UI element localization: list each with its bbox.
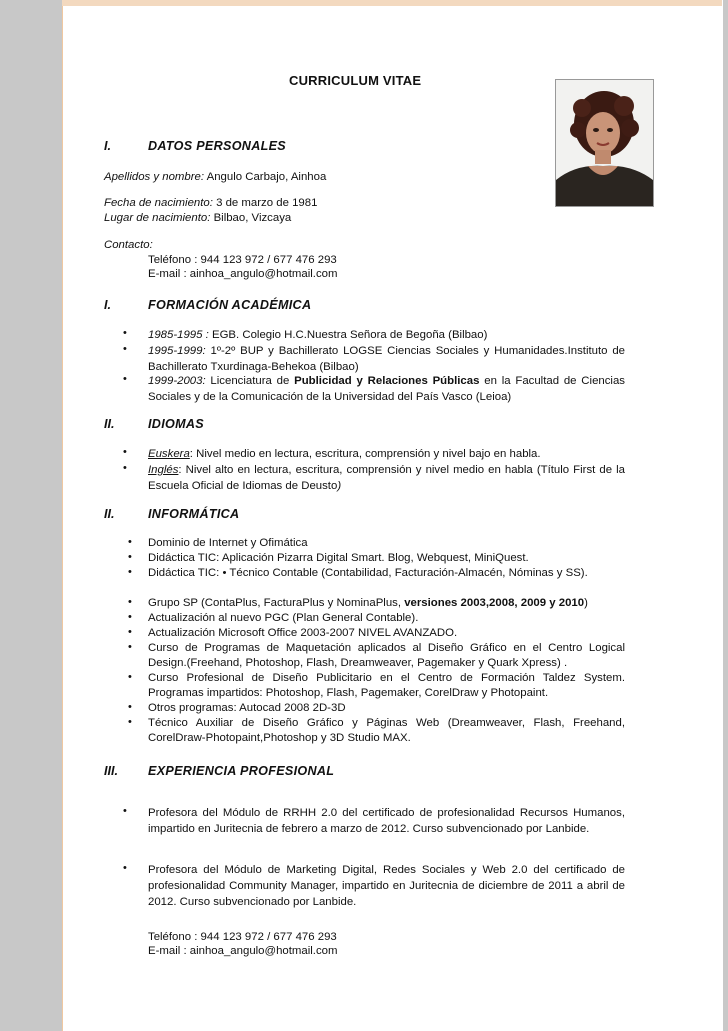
bullet-icon: •: [128, 536, 132, 548]
it-item-tail: ): [584, 597, 588, 609]
contact-label: Contacto:: [104, 239, 153, 251]
contact-phone: Teléfono : 944 123 972 / 677 476 293: [148, 254, 337, 266]
language-name: Euskera: [148, 448, 190, 460]
it-item-versions: versiones 2003,2008, 2009 y 2010: [404, 597, 585, 609]
it-item: Actualización al nuevo PGC (Plan General Contable).: [148, 612, 419, 624]
bullet-icon: •: [128, 716, 132, 728]
bullet-icon: •: [128, 671, 132, 683]
language-item: [148, 462, 625, 494]
bullet-icon: •: [123, 327, 127, 339]
experience-item: Profesora del Módulo de RRHH 2.0 del certificado de profesionalidad Recursos Humanos, impartido en Juritecnia de febrero a marzo de 2012. Curso subvencionado por Lanbide.: [148, 807, 625, 835]
name-label: Apellidos y nombre:: [104, 171, 205, 183]
it-item: Dominio de Internet y Ofimática: [148, 537, 308, 549]
language-text: : Nivel alto en lectura, escritura, comprensión y nivel medio en habla (Título First de la Escuela Oficial de Idiomas de Deusto: [148, 464, 625, 492]
bullet-icon: •: [123, 446, 127, 458]
section-title-education: FORMACIÓN ACADÉMICA: [148, 298, 312, 312]
it-item: Técnico Auxiliar de Diseño Gráfico y Páginas Web (Dreamweaver, Flash, Freehand, CorelDraw-Photopaint,Photoshop y 3D Studio MAX.: [148, 717, 625, 744]
education-date: 1995-1999:: [148, 345, 206, 357]
bullet-icon: •: [123, 805, 127, 817]
bullet-icon: •: [128, 626, 132, 638]
birthdate-label: Fecha de nacimiento:: [104, 197, 213, 209]
it-item: Actualización Microsoft Office 2003-2007 NIVEL AVANZADO.: [148, 627, 458, 639]
language-item: [148, 446, 625, 462]
it-item: Didáctica TIC: Aplicación Pizarra Digital Smart. Blog, Webquest, MiniQuest.: [148, 552, 529, 564]
birthplace-label: Lugar de nacimiento:: [104, 212, 211, 224]
education-text-pre: Licenciatura de: [205, 375, 295, 387]
education-degree: Publicidad y Relaciones Públicas: [294, 375, 480, 387]
education-item: [148, 343, 625, 375]
footer-email: E-mail : ainhoa_angulo@hotmail.com: [148, 945, 338, 957]
section-title-it: INFORMÁTICA: [148, 507, 240, 521]
bullet-icon: •: [123, 462, 127, 474]
it-item: Otros programas: Autocad 2008 2D-3D: [148, 702, 346, 714]
name-row: [104, 171, 326, 183]
bullet-icon: •: [123, 343, 127, 355]
language-name: Inglés: [148, 464, 179, 476]
bullet-icon: •: [123, 862, 127, 874]
education-date: 1999-2003:: [148, 375, 206, 387]
bullet-icon: •: [123, 373, 127, 385]
it-item: Didáctica TIC: • Técnico Contable (Contabilidad, Facturación-Almacén, Nóminas y SS).: [148, 567, 588, 579]
education-text-post: en la Facultad de Ciencias Sociales y de la Comunicación de la Universidad del País Vasco (Leioa): [148, 375, 625, 403]
page-top-edge: [62, 0, 722, 6]
footer-phone: Teléfono : 944 123 972 / 677 476 293: [148, 931, 337, 943]
portrait-icon: [556, 80, 653, 206]
bullet-icon: •: [128, 641, 132, 653]
name-value: Angulo Carbajo, Ainhoa: [206, 171, 327, 183]
bullet-icon: •: [128, 551, 132, 563]
education-date: 1985-1995 :: [148, 329, 209, 341]
bullet-icon: •: [128, 611, 132, 623]
birthplace-row: [104, 212, 291, 224]
bullet-icon: •: [128, 596, 132, 608]
section-title-personal: DATOS PERSONALES: [148, 139, 286, 153]
language-text: : Nivel medio en lectura, escritura, comprensión y nivel bajo en habla.: [189, 448, 541, 460]
section-number-experience: III.: [104, 764, 118, 778]
bullet-icon: •: [128, 566, 132, 578]
birthdate-row: [104, 197, 317, 209]
experience-item: Profesora del Módulo de Marketing Digital, Redes Sociales y Web 2.0 del certificado de profesionalidad Community Manager, impartido en Juritecnia de diciembre de 2011 a abril de 2012. Curso subvencionado por Lanbide.: [148, 864, 625, 908]
section-number-languages: II.: [104, 417, 115, 431]
section-title-experience: EXPERIENCIA PROFESIONAL: [148, 764, 335, 778]
birthdate-value: 3 de marzo de 1981: [216, 197, 318, 209]
birthplace-value: Bilbao, Vizcaya: [213, 212, 292, 224]
language-text-tail: ): [337, 480, 342, 492]
section-number-it: II.: [104, 507, 115, 521]
it-item-text: Grupo SP (ContaPlus, FacturaPlus y NominaPlus,: [148, 597, 405, 609]
bullet-icon: •: [128, 701, 132, 713]
education-text: 1º-2º BUP y Bachillerato LOGSE Ciencias Sociales y Humanidades.Instituto de Bachillerato Txurdinaga-Behekoa (Bilbao): [148, 345, 625, 373]
section-number-education: I.: [104, 298, 111, 312]
education-item: [148, 327, 625, 343]
contact-email: E-mail : ainhoa_angulo@hotmail.com: [148, 268, 338, 280]
section-title-languages: IDIOMAS: [148, 417, 204, 431]
section-number-personal: I.: [104, 139, 111, 153]
education-text: EGB. Colegio H.C.Nuestra Señora de Begoña (Bilbao): [208, 329, 488, 341]
it-item: Curso de Programas de Maquetación aplicados al Diseño Gráfico en el Centro Logical Design.(Freehand, Photoshop, Flash, Dreamweaver, Pagemaker y Quark Xpress) .: [148, 642, 625, 669]
it-item: [148, 596, 625, 611]
it-item: Curso Profesional de Diseño Publicitario en el Centro de Formación Taldez System. Programas impartidos: Photoshop, Flash, Pagemaker, CorelDraw y Photopaint.: [148, 672, 625, 699]
portrait-photo: [555, 79, 654, 207]
education-item: [148, 373, 625, 405]
document-title: CURRICULUM VITAE: [289, 73, 422, 88]
